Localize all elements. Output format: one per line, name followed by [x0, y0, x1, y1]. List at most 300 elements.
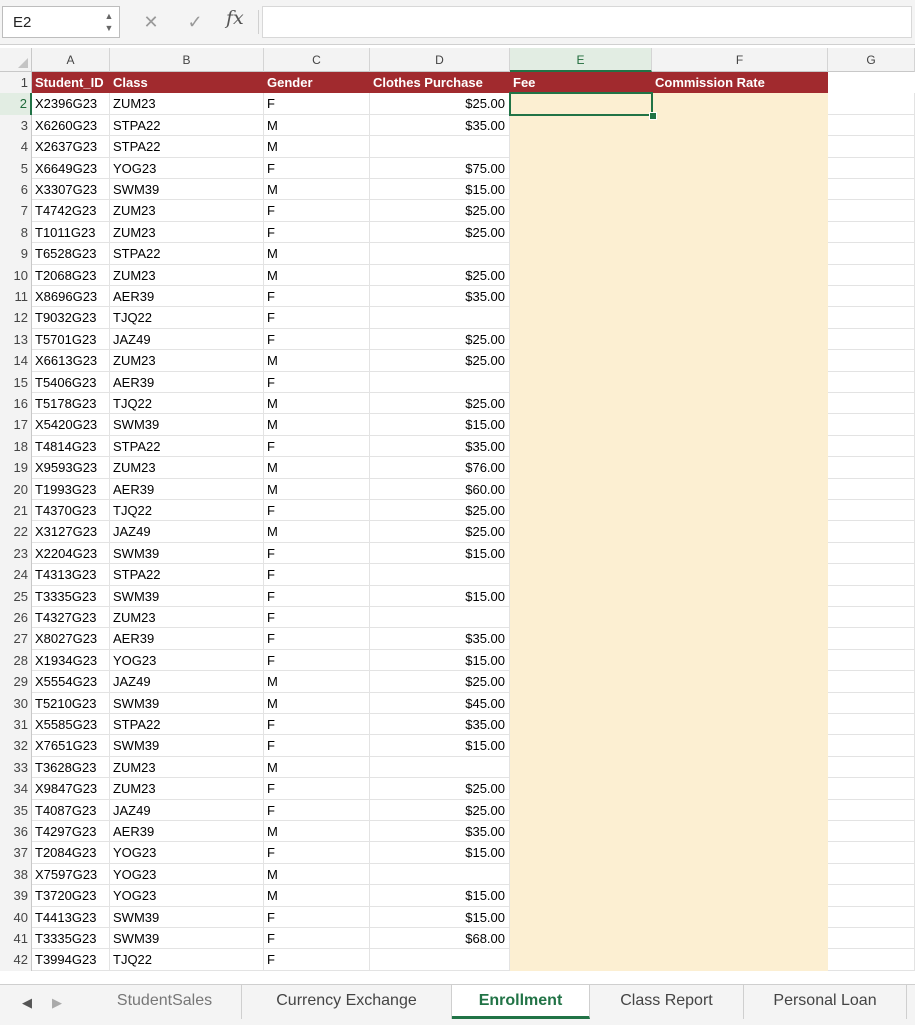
- cell-student-id[interactable]: T4370G23: [32, 500, 110, 521]
- header-cell-student-id[interactable]: Student_ID: [32, 72, 110, 93]
- cell-student-id[interactable]: X6613G23: [32, 350, 110, 371]
- cell-commission-rate[interactable]: [652, 115, 828, 136]
- cell-class[interactable]: STPA22: [110, 714, 264, 735]
- cell-empty[interactable]: [828, 158, 915, 179]
- cell-clothes-purchase[interactable]: $25.00: [370, 329, 510, 350]
- cell-class[interactable]: STPA22: [110, 115, 264, 136]
- cell-student-id[interactable]: X9593G23: [32, 457, 110, 478]
- cell-class[interactable]: AER39: [110, 628, 264, 649]
- cell-clothes-purchase[interactable]: $25.00: [370, 500, 510, 521]
- cell-fee[interactable]: [510, 436, 652, 457]
- cell-fee[interactable]: [510, 842, 652, 863]
- cell-commission-rate[interactable]: [652, 885, 828, 906]
- column-header-A[interactable]: A: [32, 48, 110, 72]
- row-header[interactable]: 40: [0, 907, 32, 928]
- row-header[interactable]: 16: [0, 393, 32, 414]
- cell-gender[interactable]: M: [264, 457, 370, 478]
- row-header[interactable]: 8: [0, 222, 32, 243]
- cell-fee[interactable]: [510, 928, 652, 949]
- row-header[interactable]: 4: [0, 136, 32, 157]
- cell-student-id[interactable]: T4413G23: [32, 907, 110, 928]
- cell-empty[interactable]: [828, 179, 915, 200]
- cell-empty[interactable]: [828, 479, 915, 500]
- cell-commission-rate[interactable]: [652, 286, 828, 307]
- cell-fee[interactable]: [510, 414, 652, 435]
- cell-commission-rate[interactable]: [652, 329, 828, 350]
- cell-student-id[interactable]: T2084G23: [32, 842, 110, 863]
- row-header[interactable]: 28: [0, 650, 32, 671]
- cell-commission-rate[interactable]: [652, 243, 828, 264]
- cell-empty[interactable]: [828, 842, 915, 863]
- cell-clothes-purchase[interactable]: $75.00: [370, 158, 510, 179]
- cell-fee[interactable]: [510, 521, 652, 542]
- enter-icon[interactable]: ✓: [187, 12, 203, 32]
- cell-fee[interactable]: [510, 949, 652, 970]
- cell-fee[interactable]: [510, 628, 652, 649]
- cell-empty[interactable]: [828, 521, 915, 542]
- cancel-icon[interactable]: ✕: [143, 12, 159, 32]
- cell-student-id[interactable]: T4742G23: [32, 200, 110, 221]
- cell-gender[interactable]: F: [264, 222, 370, 243]
- cell-gender[interactable]: F: [264, 907, 370, 928]
- cell-class[interactable]: AER39: [110, 821, 264, 842]
- cell-empty[interactable]: [828, 949, 915, 970]
- active-cell-selection[interactable]: [509, 92, 653, 115]
- cell-empty[interactable]: [828, 265, 915, 286]
- cell-student-id[interactable]: T4087G23: [32, 800, 110, 821]
- cell-class[interactable]: ZUM23: [110, 778, 264, 799]
- cell-student-id[interactable]: T3720G23: [32, 885, 110, 906]
- cell-commission-rate[interactable]: [652, 693, 828, 714]
- column-header-D[interactable]: D: [370, 48, 510, 72]
- cell-fee[interactable]: [510, 350, 652, 371]
- row-header[interactable]: 42: [0, 949, 32, 970]
- cell-gender[interactable]: M: [264, 479, 370, 500]
- cell-empty[interactable]: [828, 115, 915, 136]
- cell-fee[interactable]: [510, 286, 652, 307]
- cell-clothes-purchase[interactable]: [370, 243, 510, 264]
- cell-commission-rate[interactable]: [652, 842, 828, 863]
- cell-class[interactable]: YOG23: [110, 650, 264, 671]
- cell-gender[interactable]: F: [264, 928, 370, 949]
- cell-fee[interactable]: [510, 800, 652, 821]
- cell-fee[interactable]: [510, 543, 652, 564]
- row-header[interactable]: 34: [0, 778, 32, 799]
- tab-prev-icon[interactable]: ◀: [22, 995, 32, 1010]
- cell-empty[interactable]: [828, 693, 915, 714]
- sheet-tab-personal-loan[interactable]: Personal Loan: [744, 985, 907, 1019]
- cell-empty[interactable]: [828, 393, 915, 414]
- cell-clothes-purchase[interactable]: $35.00: [370, 115, 510, 136]
- cell-commission-rate[interactable]: [652, 564, 828, 585]
- cell-clothes-purchase[interactable]: $15.00: [370, 586, 510, 607]
- row-header[interactable]: 38: [0, 864, 32, 885]
- cell-gender[interactable]: M: [264, 265, 370, 286]
- cell-gender[interactable]: F: [264, 607, 370, 628]
- cell-class[interactable]: SWM39: [110, 179, 264, 200]
- cell-commission-rate[interactable]: [652, 650, 828, 671]
- cell-empty[interactable]: [828, 821, 915, 842]
- name-box-stepper-icon[interactable]: ▲ ▼: [104, 11, 114, 33]
- cell-gender[interactable]: F: [264, 543, 370, 564]
- cell-empty[interactable]: [828, 907, 915, 928]
- sheet-tab-enrollment[interactable]: Enrollment: [452, 985, 590, 1019]
- cell-gender[interactable]: M: [264, 136, 370, 157]
- cell-class[interactable]: SWM39: [110, 414, 264, 435]
- cell-empty[interactable]: [828, 714, 915, 735]
- cell-commission-rate[interactable]: [652, 222, 828, 243]
- cell-commission-rate[interactable]: [652, 457, 828, 478]
- cell-class[interactable]: ZUM23: [110, 200, 264, 221]
- cell-class[interactable]: SWM39: [110, 735, 264, 756]
- cell-empty[interactable]: [828, 414, 915, 435]
- cell-empty[interactable]: [828, 350, 915, 371]
- cell-commission-rate[interactable]: [652, 436, 828, 457]
- cell-commission-rate[interactable]: [652, 543, 828, 564]
- cell-fee[interactable]: [510, 864, 652, 885]
- cell-class[interactable]: JAZ49: [110, 521, 264, 542]
- cell-gender[interactable]: F: [264, 500, 370, 521]
- sheet-tab-currency-exchange[interactable]: Currency Exchange: [242, 985, 452, 1019]
- cell-gender[interactable]: M: [264, 393, 370, 414]
- cell-gender[interactable]: F: [264, 200, 370, 221]
- cell-clothes-purchase[interactable]: $25.00: [370, 778, 510, 799]
- cell-clothes-purchase[interactable]: $25.00: [370, 800, 510, 821]
- cell-student-id[interactable]: T3628G23: [32, 757, 110, 778]
- row-header[interactable]: 7: [0, 200, 32, 221]
- cell-empty[interactable]: [828, 885, 915, 906]
- cell-gender[interactable]: M: [264, 521, 370, 542]
- cell-student-id[interactable]: X8027G23: [32, 628, 110, 649]
- cell-class[interactable]: AER39: [110, 372, 264, 393]
- cell-student-id[interactable]: X8696G23: [32, 286, 110, 307]
- cell-clothes-purchase[interactable]: $25.00: [370, 265, 510, 286]
- fx-icon[interactable]: fx: [226, 7, 244, 29]
- row-header[interactable]: 17: [0, 414, 32, 435]
- cell-clothes-purchase[interactable]: $15.00: [370, 543, 510, 564]
- cell-fee[interactable]: [510, 115, 652, 136]
- cell-class[interactable]: TJQ22: [110, 393, 264, 414]
- cell-class[interactable]: ZUM23: [110, 93, 264, 114]
- cell-clothes-purchase[interactable]: $35.00: [370, 714, 510, 735]
- cell-fee[interactable]: [510, 265, 652, 286]
- cell-gender[interactable]: F: [264, 436, 370, 457]
- cell-fee[interactable]: [510, 821, 652, 842]
- cell-clothes-purchase[interactable]: $25.00: [370, 93, 510, 114]
- cell-student-id[interactable]: X6260G23: [32, 115, 110, 136]
- cell-fee[interactable]: [510, 650, 652, 671]
- cell-class[interactable]: JAZ49: [110, 671, 264, 692]
- cell-class[interactable]: SWM39: [110, 586, 264, 607]
- cell-gender[interactable]: F: [264, 564, 370, 585]
- cell-commission-rate[interactable]: [652, 265, 828, 286]
- cell-student-id[interactable]: T5178G23: [32, 393, 110, 414]
- cell-fee[interactable]: [510, 307, 652, 328]
- cell-commission-rate[interactable]: [652, 93, 828, 114]
- cell-clothes-purchase[interactable]: $15.00: [370, 885, 510, 906]
- cell-fee[interactable]: [510, 693, 652, 714]
- cell-student-id[interactable]: T1993G23: [32, 479, 110, 500]
- cell-fee[interactable]: [510, 372, 652, 393]
- cell-commission-rate[interactable]: [652, 757, 828, 778]
- cell-student-id[interactable]: X5554G23: [32, 671, 110, 692]
- cell-fee[interactable]: [510, 222, 652, 243]
- row-header[interactable]: 30: [0, 693, 32, 714]
- cell-fee[interactable]: [510, 329, 652, 350]
- cell-class[interactable]: STPA22: [110, 436, 264, 457]
- cell-clothes-purchase[interactable]: [370, 607, 510, 628]
- row-header[interactable]: 20: [0, 479, 32, 500]
- cell-commission-rate[interactable]: [652, 928, 828, 949]
- cell-fee[interactable]: [510, 457, 652, 478]
- cell-student-id[interactable]: T5701G23: [32, 329, 110, 350]
- cell-commission-rate[interactable]: [652, 907, 828, 928]
- cell-clothes-purchase[interactable]: $35.00: [370, 436, 510, 457]
- cell-commission-rate[interactable]: [652, 158, 828, 179]
- column-header-C[interactable]: C: [264, 48, 370, 72]
- cell-commission-rate[interactable]: [652, 179, 828, 200]
- row-header[interactable]: 23: [0, 543, 32, 564]
- cell-class[interactable]: SWM39: [110, 693, 264, 714]
- cell-empty[interactable]: [828, 671, 915, 692]
- cell-fee[interactable]: [510, 885, 652, 906]
- cell-empty[interactable]: [828, 586, 915, 607]
- row-header[interactable]: 13: [0, 329, 32, 350]
- cell-clothes-purchase[interactable]: $35.00: [370, 286, 510, 307]
- cell-empty[interactable]: [828, 757, 915, 778]
- cell-empty[interactable]: [828, 136, 915, 157]
- cell-gender[interactable]: M: [264, 179, 370, 200]
- cell-clothes-purchase[interactable]: $15.00: [370, 650, 510, 671]
- cell-gender[interactable]: F: [264, 307, 370, 328]
- cell-student-id[interactable]: X2204G23: [32, 543, 110, 564]
- cell-empty[interactable]: [828, 500, 915, 521]
- cell-class[interactable]: YOG23: [110, 885, 264, 906]
- cell-empty[interactable]: [828, 735, 915, 756]
- cell-class[interactable]: ZUM23: [110, 457, 264, 478]
- column-header-F[interactable]: F: [652, 48, 828, 72]
- cell-commission-rate[interactable]: [652, 671, 828, 692]
- cell-class[interactable]: JAZ49: [110, 800, 264, 821]
- name-box[interactable]: [2, 6, 120, 38]
- sheet-tab-class-report[interactable]: Class Report: [590, 985, 744, 1019]
- cell-gender[interactable]: F: [264, 628, 370, 649]
- cell-class[interactable]: AER39: [110, 479, 264, 500]
- cell-empty[interactable]: [828, 307, 915, 328]
- cell-clothes-purchase[interactable]: $60.00: [370, 479, 510, 500]
- row-header[interactable]: 35: [0, 800, 32, 821]
- cell-class[interactable]: YOG23: [110, 864, 264, 885]
- column-header-B[interactable]: B: [110, 48, 264, 72]
- cell-commission-rate[interactable]: [652, 628, 828, 649]
- cell-gender[interactable]: F: [264, 329, 370, 350]
- cell-commission-rate[interactable]: [652, 393, 828, 414]
- row-header[interactable]: 22: [0, 521, 32, 542]
- row-header[interactable]: 36: [0, 821, 32, 842]
- cell-gender[interactable]: F: [264, 93, 370, 114]
- cell-clothes-purchase[interactable]: $25.00: [370, 350, 510, 371]
- row-header[interactable]: 14: [0, 350, 32, 371]
- cell-clothes-purchase[interactable]: [370, 757, 510, 778]
- cell-student-id[interactable]: X3127G23: [32, 521, 110, 542]
- cell-class[interactable]: STPA22: [110, 136, 264, 157]
- cell-commission-rate[interactable]: [652, 821, 828, 842]
- cell-fee[interactable]: [510, 671, 652, 692]
- cell-fee[interactable]: [510, 179, 652, 200]
- cell-commission-rate[interactable]: [652, 607, 828, 628]
- header-cell-clothes-purchase[interactable]: Clothes Purchase: [370, 72, 510, 93]
- cell-clothes-purchase[interactable]: [370, 372, 510, 393]
- cell-gender[interactable]: F: [264, 842, 370, 863]
- row-header[interactable]: 26: [0, 607, 32, 628]
- header-cell-class[interactable]: Class: [110, 72, 264, 93]
- row-header[interactable]: 33: [0, 757, 32, 778]
- spreadsheet-grid[interactable]: [0, 48, 915, 984]
- cell-gender[interactable]: M: [264, 115, 370, 136]
- cell-fee[interactable]: [510, 479, 652, 500]
- cell-class[interactable]: ZUM23: [110, 350, 264, 371]
- cell-commission-rate[interactable]: [652, 586, 828, 607]
- cell-gender[interactable]: F: [264, 714, 370, 735]
- cell-empty[interactable]: [828, 800, 915, 821]
- cell-commission-rate[interactable]: [652, 372, 828, 393]
- cell-empty[interactable]: [828, 628, 915, 649]
- cell-commission-rate[interactable]: [652, 136, 828, 157]
- cell-gender[interactable]: F: [264, 778, 370, 799]
- row-header[interactable]: 25: [0, 586, 32, 607]
- header-cell-fee[interactable]: Fee: [510, 72, 652, 93]
- cell-student-id[interactable]: T4313G23: [32, 564, 110, 585]
- cell-clothes-purchase[interactable]: $15.00: [370, 842, 510, 863]
- cell-empty[interactable]: [828, 457, 915, 478]
- row-header[interactable]: 39: [0, 885, 32, 906]
- cell-student-id[interactable]: T6528G23: [32, 243, 110, 264]
- cell-fee[interactable]: [510, 158, 652, 179]
- cell-student-id[interactable]: T9032G23: [32, 307, 110, 328]
- cell-clothes-purchase[interactable]: $76.00: [370, 457, 510, 478]
- cell-student-id[interactable]: X3307G23: [32, 179, 110, 200]
- cell-commission-rate[interactable]: [652, 949, 828, 970]
- cell-class[interactable]: TJQ22: [110, 500, 264, 521]
- cell-gender[interactable]: M: [264, 350, 370, 371]
- row-header[interactable]: 32: [0, 735, 32, 756]
- header-cell-commission-rate[interactable]: Commission Rate: [652, 72, 828, 93]
- cell-commission-rate[interactable]: [652, 521, 828, 542]
- cell-student-id[interactable]: T2068G23: [32, 265, 110, 286]
- cell-commission-rate[interactable]: [652, 864, 828, 885]
- cell-class[interactable]: AER39: [110, 286, 264, 307]
- cell-class[interactable]: JAZ49: [110, 329, 264, 350]
- column-header-G[interactable]: G: [828, 48, 915, 72]
- cell-class[interactable]: STPA22: [110, 243, 264, 264]
- cell-fee[interactable]: [510, 607, 652, 628]
- cell-clothes-purchase[interactable]: [370, 864, 510, 885]
- cell-clothes-purchase[interactable]: $15.00: [370, 735, 510, 756]
- fill-handle[interactable]: [649, 112, 657, 120]
- row-header[interactable]: 41: [0, 928, 32, 949]
- cell-gender[interactable]: F: [264, 158, 370, 179]
- cell-student-id[interactable]: X9847G23: [32, 778, 110, 799]
- row-header[interactable]: 6: [0, 179, 32, 200]
- row-header[interactable]: 18: [0, 436, 32, 457]
- cell-student-id[interactable]: X2396G23: [32, 93, 110, 114]
- row-header[interactable]: 9: [0, 243, 32, 264]
- cell-student-id[interactable]: T4327G23: [32, 607, 110, 628]
- cell-class[interactable]: SWM39: [110, 907, 264, 928]
- cell-commission-rate[interactable]: [652, 735, 828, 756]
- cell-student-id[interactable]: T4297G23: [32, 821, 110, 842]
- cell-gender[interactable]: F: [264, 372, 370, 393]
- cell-fee[interactable]: [510, 243, 652, 264]
- cell-fee[interactable]: [510, 586, 652, 607]
- cell-empty[interactable]: [828, 928, 915, 949]
- cell-student-id[interactable]: T4814G23: [32, 436, 110, 457]
- cell-class[interactable]: ZUM23: [110, 757, 264, 778]
- cell-gender[interactable]: M: [264, 821, 370, 842]
- cell-clothes-purchase[interactable]: [370, 564, 510, 585]
- cell-empty[interactable]: [828, 372, 915, 393]
- cell-gender[interactable]: F: [264, 586, 370, 607]
- cell-gender[interactable]: F: [264, 650, 370, 671]
- cell-fee[interactable]: [510, 393, 652, 414]
- cell-gender[interactable]: M: [264, 243, 370, 264]
- cell-empty[interactable]: [828, 864, 915, 885]
- cell-empty[interactable]: [828, 243, 915, 264]
- cell-fee[interactable]: [510, 564, 652, 585]
- cell-class[interactable]: SWM39: [110, 928, 264, 949]
- cell-fee[interactable]: [510, 714, 652, 735]
- cell-empty[interactable]: [828, 778, 915, 799]
- cell-fee[interactable]: [510, 778, 652, 799]
- cell-empty[interactable]: [828, 200, 915, 221]
- cell-empty[interactable]: [828, 286, 915, 307]
- cell-gender[interactable]: M: [264, 671, 370, 692]
- cell-commission-rate[interactable]: [652, 414, 828, 435]
- row-header[interactable]: 29: [0, 671, 32, 692]
- cell-clothes-purchase[interactable]: $35.00: [370, 821, 510, 842]
- cell-commission-rate[interactable]: [652, 350, 828, 371]
- cell-empty[interactable]: [828, 436, 915, 457]
- cell-commission-rate[interactable]: [652, 200, 828, 221]
- column-header-E[interactable]: E: [510, 48, 652, 72]
- cell-clothes-purchase[interactable]: $25.00: [370, 521, 510, 542]
- cell-student-id[interactable]: X5585G23: [32, 714, 110, 735]
- cell-empty[interactable]: [828, 564, 915, 585]
- cell-clothes-purchase[interactable]: $35.00: [370, 628, 510, 649]
- row-header[interactable]: 24: [0, 564, 32, 585]
- cell-gender[interactable]: M: [264, 693, 370, 714]
- row-header[interactable]: 2: [0, 93, 32, 114]
- cell-clothes-purchase[interactable]: $15.00: [370, 907, 510, 928]
- row-header[interactable]: 37: [0, 842, 32, 863]
- cell-commission-rate[interactable]: [652, 500, 828, 521]
- cell-student-id[interactable]: X1934G23: [32, 650, 110, 671]
- cell-gender[interactable]: M: [264, 885, 370, 906]
- cell-class[interactable]: TJQ22: [110, 307, 264, 328]
- row-header[interactable]: 15: [0, 372, 32, 393]
- sheet-tab-studentsales[interactable]: StudentSales: [88, 985, 242, 1019]
- cell-commission-rate[interactable]: [652, 479, 828, 500]
- row-header[interactable]: 12: [0, 307, 32, 328]
- cell-class[interactable]: ZUM23: [110, 265, 264, 286]
- cell-clothes-purchase[interactable]: $15.00: [370, 179, 510, 200]
- cell-student-id[interactable]: X2637G23: [32, 136, 110, 157]
- cell-clothes-purchase[interactable]: [370, 307, 510, 328]
- cell-clothes-purchase[interactable]: [370, 949, 510, 970]
- cell-clothes-purchase[interactable]: $25.00: [370, 393, 510, 414]
- cell-commission-rate[interactable]: [652, 800, 828, 821]
- cell-class[interactable]: YOG23: [110, 158, 264, 179]
